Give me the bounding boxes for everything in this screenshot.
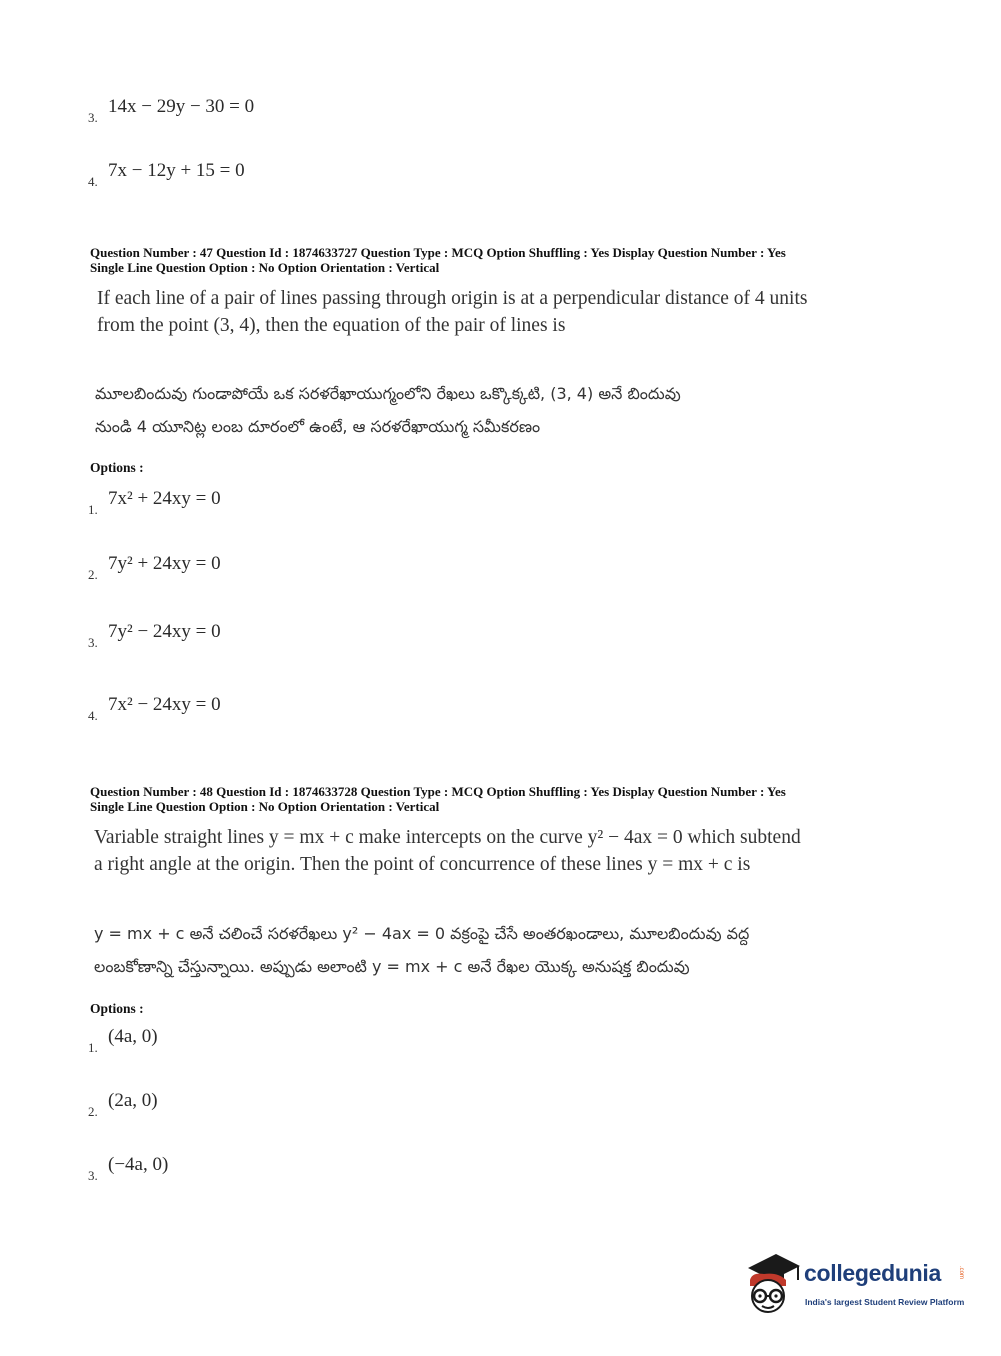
option-expression: 7y² + 24xy = 0 [108,553,221,574]
option-expression: 14x − 29y − 30 = 0 [108,96,255,117]
option-number: 2. [88,1104,98,1119]
option-number: 3. [88,1168,98,1183]
q48-meta-line2: Single Line Question Option : No Option Orientation : Vertical [90,799,440,814]
option-number: 4. [88,708,98,723]
option-expression: (−4a, 0) [108,1154,169,1175]
q47-options-label: Options : [90,460,144,475]
mascot-icon [742,1250,802,1316]
brand-name: collegedunia [804,1260,941,1286]
brand-tagline: India's largest Student Review Platform [805,1297,965,1307]
option-expression: (4a, 0) [108,1026,158,1047]
q48-english-line1: Variable straight lines y = mx + c make intercepts on the curve y² − 4ax = 0 which subtend [94,827,801,848]
option-number: 1. [88,1040,98,1055]
q48-english-line2: a right angle at the origin. Then the point of concurrence of these lines y = mx + c is [94,854,751,875]
q48-meta-line1: Question Number : 48 Question Id : 1874633728 Question Type : MCQ Option Shuffling : Yes Display Question Number : Yes [90,784,786,799]
option-number: 4. [88,174,98,189]
option-number: 3. [88,635,98,650]
q47-meta-line2: Single Line Question Option : No Option Orientation : Vertical [90,260,440,275]
q47-english-line1: If each line of a pair of lines passing through origin is at a perpendicular distance of 4 units [97,288,808,309]
option-expression: 7x² + 24xy = 0 [108,488,221,509]
option-expression: 7y² − 24xy = 0 [108,621,221,642]
q47-telugu-line2: నుండి 4 యూనిట్ల లంబ దూరంలో ఉంటే, ఆ సరళరేఖాయుగ్మ సమీకరణం [95,417,541,436]
q48-telugu-line2: లంబకోణాన్ని చేస్తున్నాయి. అప్పుడు అలాంటి y = mx + c అనే రేఖల యొక్క అనుషక్త బిందువు [94,957,690,976]
q48-options-label: Options : [90,1001,144,1016]
q48-telugu-line1: y = mx + c అనే చలించే సరళరేఖలు y² − 4ax = 0 వక్రంపై చేసే అంతరఖండాలు, మూలబిందువు వద్ద [94,924,750,943]
collegedunia-logo[interactable] [742,1250,972,1320]
option-expression: (2a, 0) [108,1090,158,1111]
q47-english-line2: from the point (3, 4), then the equation of the pair of lines is [97,315,566,336]
q47-telugu-line1: మూలబిందువు గుండాపోయే ఒక సరళరేఖాయుగ్మంలోని రేఖలు ఒక్కొక్కటి, (3, 4) అనే బిందువు [95,384,681,403]
option-number: 3. [88,110,98,125]
q47-meta-line1: Question Number : 47 Question Id : 1874633727 Question Type : MCQ Option Shuffling : Yes Display Question Number : Yes [90,245,786,260]
option-expression: 7x − 12y + 15 = 0 [108,160,245,181]
brand-domain: .com [958,1266,964,1280]
option-expression: 7x² − 24xy = 0 [108,694,221,715]
option-number: 2. [88,567,98,582]
option-number: 1. [88,502,98,517]
